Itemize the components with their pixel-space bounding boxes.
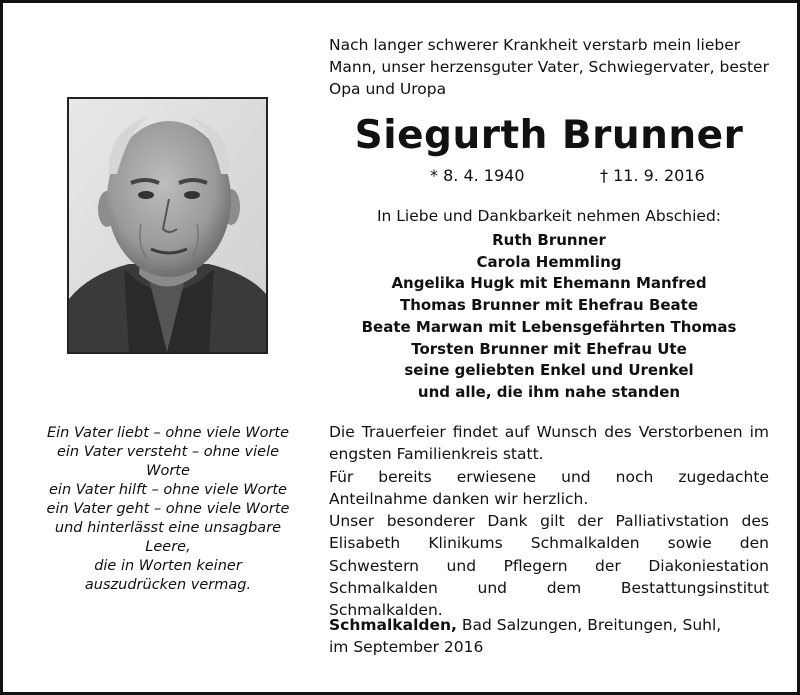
- poem-line: ein Vater versteht – ohne viele Worte: [56, 444, 280, 479]
- poem-line: ein Vater hilft – ohne viele Worte: [49, 482, 287, 498]
- body-paragraph: Die Trauerfeier findet auf Wunsch des Verstorbenen im engsten Familienkreis statt.: [329, 423, 769, 464]
- mourner-line: Ruth Brunner: [492, 231, 606, 249]
- deceased-name: Siegurth Brunner: [354, 113, 744, 158]
- closing-places-rest: Bad Salzungen, Breitungen, Suhl,: [456, 616, 722, 634]
- poem-line: die in Worten keiner: [94, 558, 242, 574]
- body-paragraph: Für bereits erwiesene und noch zugedachte Anteilnahme danken wir herzlich.: [329, 467, 769, 508]
- intro-text: Nach langer schwerer Krankheit verstarb mein lieber Mann, unser herzensguter Vater, Schwiegervater, bester Opa und Uropa: [329, 36, 769, 98]
- mourner-line: seine geliebten Enkel und Urenkel: [404, 361, 694, 380]
- body-paragraph: Unser besonderer Dank gilt der Palliativstation des Elisabeth Klinikums Schmalkalden sowie den Schwestern und Pflegern der Diakoniestation Schmalkalden und dem Bestattungsinstitut Schmalkalden.: [329, 512, 769, 620]
- poem-line: ein Vater geht – ohne viele Worte: [46, 501, 290, 517]
- death-date: † 11. 9. 2016: [600, 166, 705, 185]
- closing: [329, 614, 769, 658]
- mourner-line: Carola Hemmling: [476, 252, 622, 271]
- closing-places: [329, 614, 769, 636]
- mourner-line: Angelika Hugk mit Ehemann Manfred: [391, 274, 707, 293]
- birth-date: * 8. 4. 1940: [430, 166, 525, 185]
- farewell-intro: In Liebe und Dankbarkeit nehmen Abschied:: [376, 207, 722, 225]
- body-text: [329, 421, 769, 622]
- mourners-list: [329, 230, 769, 404]
- mourner-line: Thomas Brunner mit Ehefrau Beate: [399, 296, 699, 315]
- portrait-image: [69, 99, 266, 352]
- portrait-photo: [67, 97, 268, 354]
- poem-line: auszudrücken vermag.: [84, 577, 252, 593]
- closing-place-bold: Schmalkalden,: [329, 616, 457, 634]
- poem-line: Ein Vater liebt – ohne viele Worte: [46, 425, 290, 441]
- poem: [38, 424, 298, 595]
- closing-date: im September 2016: [329, 638, 484, 656]
- mourner-line: und alle, die ihm nahe standen: [417, 382, 681, 401]
- mourner-line: Torsten Brunner mit Ehefrau Ute: [411, 339, 687, 358]
- mourner-line: Beate Marwan mit Lebensgefährten Thomas: [361, 317, 737, 336]
- poem-line: und hinterlässt eine unsagbare Leere,: [54, 520, 282, 555]
